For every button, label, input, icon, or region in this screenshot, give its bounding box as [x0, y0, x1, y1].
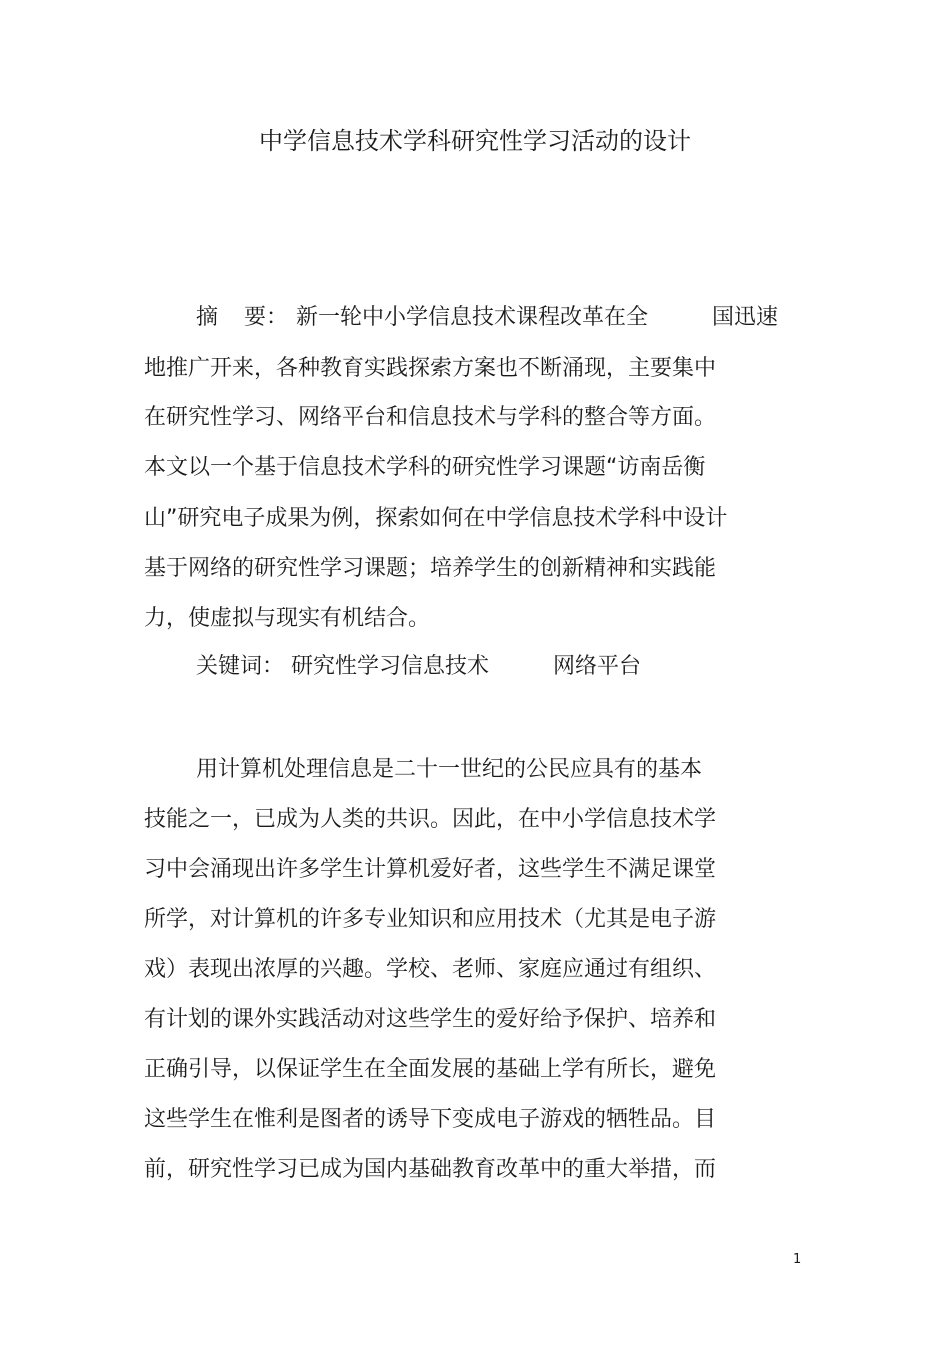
abstract-label-b: 要：	[244, 305, 289, 330]
keyword-term: 研究性学习信息技术	[291, 654, 490, 679]
abstract-line: 在研究性学习、网络平台和信息技术与学科的整合等方面。	[144, 405, 717, 430]
abstract-line: 基于网络的研究性学习课题；培养学生的创新精神和实践能	[144, 556, 717, 581]
document-title: 中学信息技术学科研究性学习活动的设计	[259, 127, 691, 155]
body-line: 这些学生在惟利是图者的诱导下变成电子游戏的牺牲品。目	[144, 1107, 717, 1132]
body-line: 前，研究性学习已成为国内基础教育改革中的重大举措，而	[144, 1157, 717, 1182]
abstract-label-a: 摘	[196, 305, 219, 330]
body-line: 技能之一，已成为人类的共识。因此，在中小学信息技术学	[144, 807, 717, 832]
body-line: 有计划的课外实践活动对这些学生的爱好给予保护、培养和	[144, 1007, 717, 1032]
body-line: 正确引导，以保证学生在全面发展的基础上学有所长，避免	[144, 1057, 717, 1082]
abstract-first-line	[196, 303, 778, 333]
keyword-term: 网络平台	[553, 654, 642, 679]
page-number: 1	[793, 1252, 802, 1267]
body-line: 戏）表现出浓厚的兴趣。学校、老师、家庭应通过有组织、	[144, 957, 717, 982]
keywords-line	[196, 652, 641, 682]
abstract-line: 山”研究电子成果为例，探索如何在中学信息技术学科中设计	[144, 506, 728, 531]
body-line: 习中会涌现出许多学生计算机爱好者，这些学生不满足课堂	[144, 857, 717, 882]
abstract-line: 地推广开来，各种教育实践探索方案也不断涌现，主要集中	[144, 356, 717, 381]
abstract-line: 力，使虚拟与现实有机结合。	[144, 606, 431, 631]
abstract-first-line-a: 新一轮中小学信息技术课程改革在全	[296, 305, 649, 330]
body-line: 用计算机处理信息是二十一世纪的公民应具有的基本	[196, 757, 703, 782]
abstract-line: 本文以一个基于信息技术学科的研究性学习课题“访南岳衡	[144, 455, 706, 480]
keywords-label: 关键词：	[196, 654, 285, 679]
body-line: 所学，对计算机的许多专业知识和应用技术（尤其是电子游	[144, 907, 717, 932]
abstract-first-line-b: 国迅速	[712, 305, 779, 330]
